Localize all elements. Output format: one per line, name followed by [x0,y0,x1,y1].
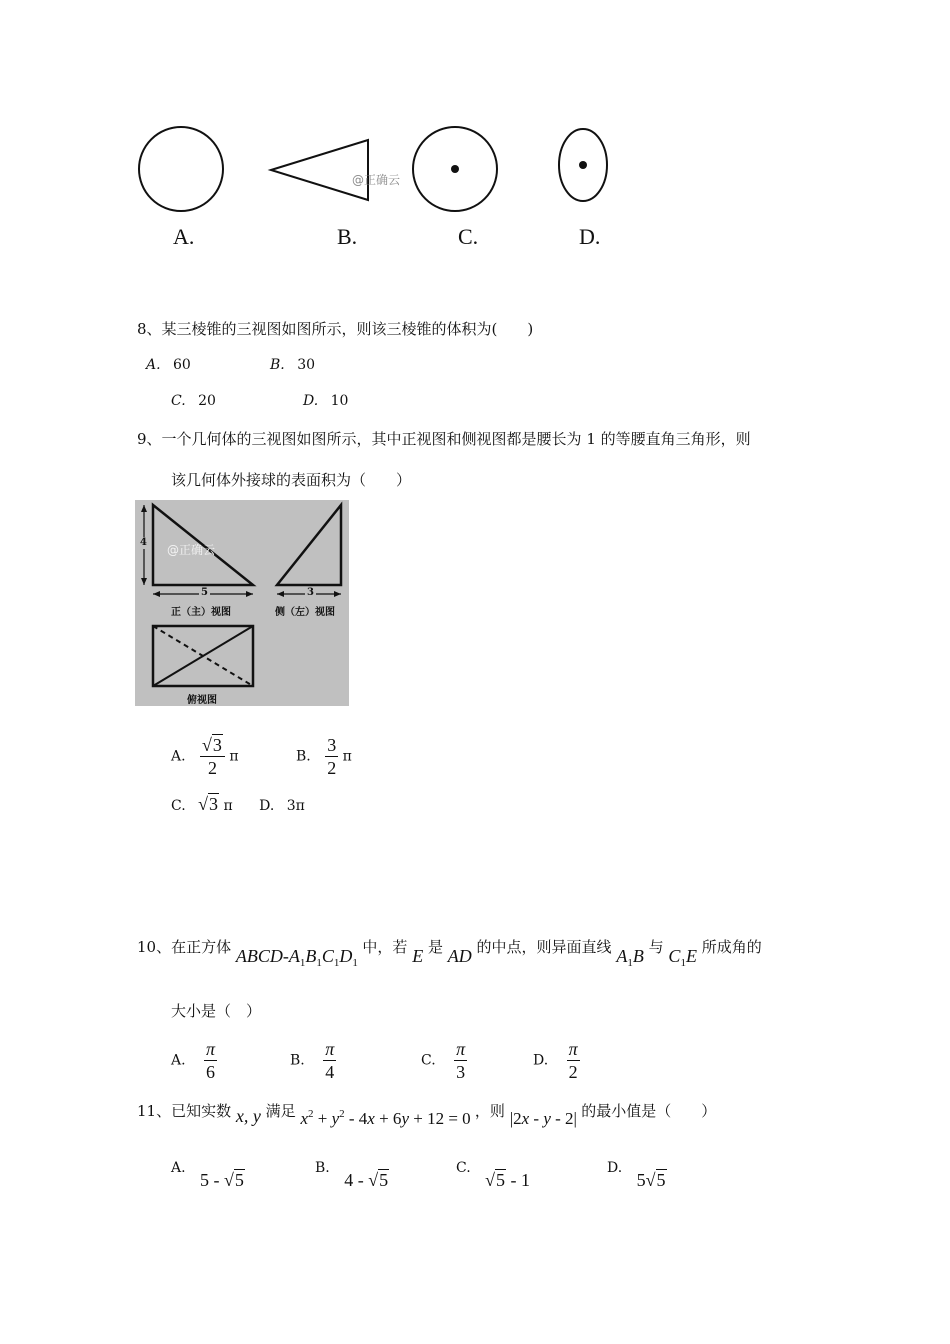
option-letter: C. [421,1052,436,1069]
denominator: 2 [568,1062,578,1082]
q9-option-b [296,734,352,779]
front-view-caption: 正（主）视图 [171,607,231,618]
option-a-label: A. [173,224,195,249]
q11-option-d [607,1160,667,1190]
stem-text: 是 [427,938,443,956]
option-letter: D. [303,393,319,409]
arrow-right [246,591,253,597]
fraction [204,1038,217,1083]
front-width-label: 5 [201,587,208,598]
q8-option-d [303,393,348,409]
q11-option-b [315,1160,389,1190]
q8-option-c [171,393,216,409]
option-letter: B. [290,1052,305,1069]
q9-stem-line2: 该几何体外接球的表面积为（ ） [171,471,412,489]
option-letter: C. [171,798,186,814]
option-b-label: B. [337,224,358,249]
fraction [323,1038,336,1083]
stem-text: 中，若 [362,938,408,956]
sqrt: √5 [368,1170,389,1190]
pi-symbol: π [223,798,233,814]
q10-option-b [290,1038,336,1083]
denominator: 2 [207,758,217,778]
option-value: 5√5 [636,1170,666,1190]
stem-text: 的中点，则异面直线 [476,938,612,956]
q9-option-c [171,794,305,815]
radicand: 5 [379,1170,389,1190]
option-value: 3π [286,798,305,814]
option-value: 20 [198,393,216,409]
q8-option-a [146,357,191,373]
q10-stem-line1 [137,936,762,969]
option-letter: A. [146,357,161,373]
height-label: 4 [140,537,147,548]
option-d-label: D. [579,224,601,249]
sqrt: √5 [224,1170,244,1190]
sqrt: √5 [645,1170,666,1190]
stem-text: 的最小值是（ ） [581,1102,717,1120]
sqrt: √5 [485,1170,506,1190]
radicand: 5 [496,1170,506,1190]
option-value: 30 [297,357,316,373]
q8-stem: 8、某三棱锥的三视图如图所示，则该三棱锥的体积为( ) [137,320,534,338]
stem-text: 10、在正方体 [137,938,232,956]
segment-ad: AD [447,946,472,966]
numerator: 3 [327,735,337,755]
watermark: @正确云 [352,173,401,187]
denominator: 3 [456,1062,466,1082]
denominator: 6 [206,1062,216,1082]
q10-option-d [533,1038,580,1083]
option-letter: A. [171,748,186,765]
fraction [454,1038,467,1083]
option-a-circle [139,127,223,211]
fraction [325,734,338,779]
stem-text: ，则 [474,1102,505,1120]
cube-name: ABCD-$A_1B_1C_1D_1$ [235,946,358,969]
option-letter: D. [259,798,275,814]
stem-text: 满足 [265,1102,296,1120]
q11-option-c [456,1160,531,1190]
q10-option-a [171,1038,217,1083]
fraction [567,1038,580,1083]
option-value: 60 [173,357,191,373]
stem-text: 与 [648,938,664,956]
option-letter: B. [296,748,311,765]
q11-option-a [171,1160,245,1190]
radicand: 5 [656,1170,666,1190]
fraction [200,734,225,779]
side-view-triangle [277,505,341,585]
pi-symbol: π [229,748,239,765]
q8-option-b [270,357,315,373]
numerator: π [568,1039,578,1059]
option-value: 10 [330,393,349,409]
option-c-label: C. [458,224,479,249]
option-letter: C. [171,393,186,409]
q9-three-view-figure [135,500,349,706]
option-letter: D. [607,1160,623,1176]
arrow-left [153,591,160,597]
option-letter: C. [456,1160,471,1176]
numerator: π [456,1039,466,1059]
denominator: 2 [327,758,337,778]
watermark: @正确云 [167,543,216,557]
arrow-down [141,578,147,585]
option-b-triangle [271,140,368,200]
q11-stem [137,1100,717,1128]
option-c-center-dot [451,165,459,173]
option-letter: B. [315,1160,330,1176]
q9-option-a [171,734,239,779]
numerator: π [206,1039,216,1059]
side-width-label: 3 [307,587,314,598]
variables: x, y [235,1106,261,1126]
numerator: π [325,1039,335,1059]
abs-expression: |2x - y - 2| [509,1109,577,1128]
side-view-caption: 侧（左）视图 [275,607,335,618]
option-d-center-dot [579,161,587,169]
option-letter: A. [171,1160,186,1176]
radicand: 3 [209,794,219,814]
circle-equation: $x^2 + y^2 - 4x + 6y + 12 = 0$ [300,1108,471,1128]
pi-symbol: π [342,748,352,765]
line-a1b: $A_1B$ [616,946,644,969]
sqrt: √3 [202,735,222,755]
radicand: 3 [212,735,222,755]
line-c1e: $C_1E$ [668,946,697,969]
stem-text: 所成角的 [701,938,762,956]
option-value: 5 - √5 [200,1170,244,1190]
option-letter: D. [533,1052,549,1069]
arrow-right [334,591,341,597]
q9-stem-line1: 9、一个几何体的三视图如图所示，其中正视图和侧视图都是腰长为 1 的等腰直角三角形，则 [137,430,751,448]
denominator: 4 [325,1062,335,1082]
arrow-up [141,505,147,512]
stem-text: 11、已知实数 [137,1102,232,1120]
q10-stem-line2: 大小是（ ） [171,1002,262,1020]
option-value: √5 - 1 [485,1170,531,1190]
q10-option-c [421,1038,467,1083]
sqrt: √3 [198,794,219,814]
option-letter: A. [171,1052,186,1069]
top-view-caption: 俯视图 [187,695,217,706]
arrow-left [277,591,284,597]
point-e: E [412,946,424,966]
option-letter: B. [270,357,285,373]
option-value: 4 - √5 [344,1170,389,1190]
radicand: 5 [234,1170,244,1190]
